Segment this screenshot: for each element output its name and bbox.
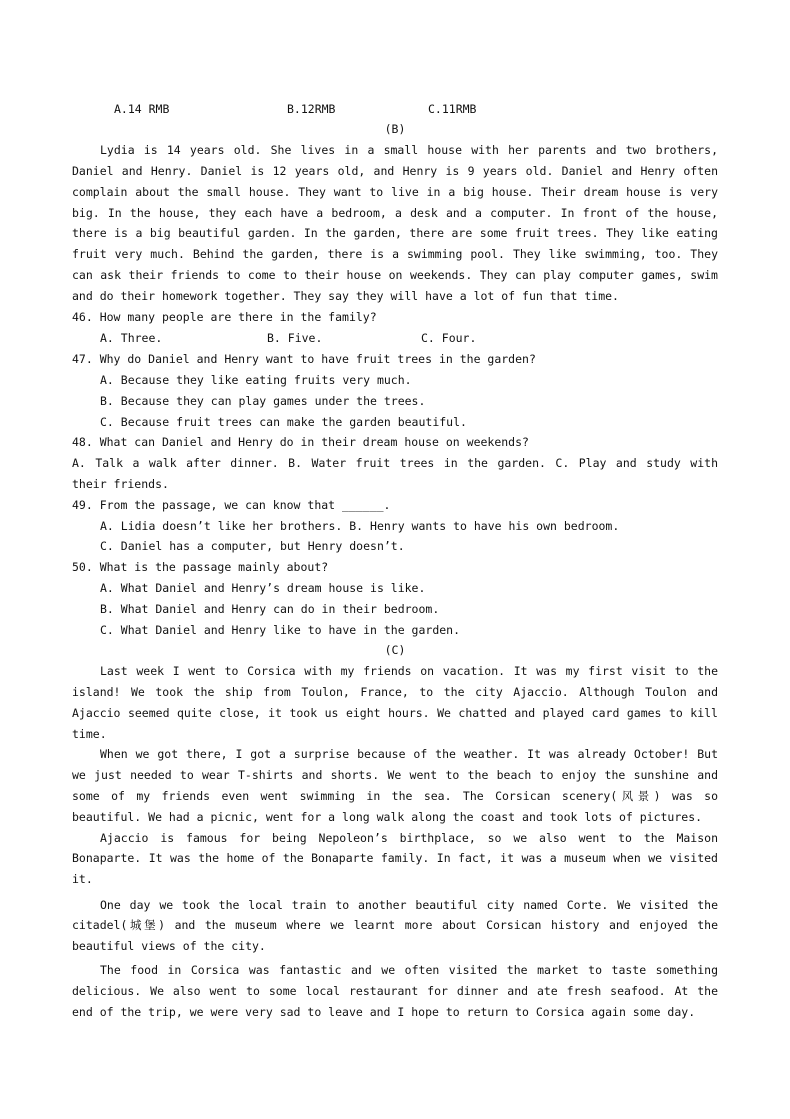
q50-stem: 50. What is the passage mainly about? bbox=[72, 560, 329, 574]
passage-b-line: there is a big beautiful garden. In the garden, there are some fruit trees. They like eating bbox=[72, 226, 718, 240]
q46-option-a: A. Three. bbox=[100, 331, 163, 345]
passage-c-p1-line: island! We took the ship from Toulon, France, to the city Ajaccio. Although Toulon and bbox=[72, 685, 718, 699]
q47-stem: 47. Why do Daniel and Henry want to have fruit trees in the garden? bbox=[72, 352, 536, 366]
passage-c-p5-line: The food in Corsica was fantastic and we often visited the market to taste something bbox=[100, 963, 718, 977]
q46-option-b: B. Five. bbox=[267, 331, 323, 345]
q45-option-b: B.12RMB bbox=[287, 102, 336, 116]
q48-options-cont: their friends. bbox=[72, 477, 169, 491]
passage-b-line: can ask their friends to come to their house on weekends. They can play computer games, swim bbox=[72, 268, 718, 282]
q49-stem: 49. From the passage, we can know that ______. bbox=[72, 498, 391, 512]
passage-c-p4-line: citadel(城堡) and the museum where we learnt more about Corsican history and enjoyed the bbox=[72, 918, 718, 932]
q48-options: A. Talk a walk after dinner. B. Water fruit trees in the garden. C. Play and study with bbox=[72, 456, 718, 470]
q45-option-a: A.14 RMB bbox=[114, 102, 170, 116]
passage-c-p2-line: we just needed to wear T-shirts and shorts. We went to the beach to enjoy the sunshine and bbox=[72, 768, 718, 782]
passage-b-line: complain about the small house. They want to live in a big house. Their dream house is very bbox=[72, 185, 718, 199]
passage-c-p2-line: When we got there, I got a surprise because of the weather. It was already October! But bbox=[100, 747, 718, 761]
passage-b-line: fruit very much. Behind the garden, there is a swimming pool. They like swimming, too. They bbox=[72, 247, 718, 261]
passage-c-p1-line: Ajaccio seemed quite close, it took us eight hours. We chatted and played card games to kill bbox=[72, 706, 718, 720]
q49-options: A. Lidia doesn’t like her brothers. B. Henry wants to have his own bedroom. bbox=[100, 519, 620, 533]
passage-c-p2-line: some of my friends even went swimming in the sea. The Corsican scenery(风景) was so bbox=[72, 789, 718, 803]
passage-c-p3-line: it. bbox=[72, 872, 93, 886]
passage-c-p3-line: Bonaparte. It was the home of the Bonaparte family. In fact, it was a museum when we visited bbox=[72, 851, 718, 865]
q47-option-a: A. Because they like eating fruits very much. bbox=[100, 373, 412, 387]
section-label-b: (B) bbox=[384, 122, 406, 136]
passage-c-p2-line: beautiful. We had a picnic, went for a long walk along the coast and took lots of pictures. bbox=[72, 810, 703, 824]
passage-c-p1-line: time. bbox=[72, 727, 107, 741]
passage-b-line: big. In the house, they each have a bedroom, a desk and a computer. In front of the house, bbox=[72, 206, 718, 220]
passage-b-line: Daniel and Henry. Daniel is 12 years old, and Henry is 9 years old. Daniel and Henry often bbox=[72, 164, 718, 178]
passage-c-p1-line: Last week I went to Corsica with my friends on vacation. It was my first visit to the bbox=[100, 664, 718, 678]
q47-option-b: B. Because they can play games under the trees. bbox=[100, 394, 426, 408]
q47-option-c: C. Because fruit trees can make the garden beautiful. bbox=[100, 415, 467, 429]
q49-option-c: C. Daniel has a computer, but Henry doesn’t. bbox=[100, 539, 405, 553]
section-label-c: (C) bbox=[384, 643, 406, 657]
q46-option-c: C. Four. bbox=[421, 331, 477, 345]
passage-c-p4-line: One day we took the local train to another beautiful city named Corte. We visited the bbox=[100, 898, 718, 912]
q50-option-b: B. What Daniel and Henry can do in their bedroom. bbox=[100, 602, 440, 616]
passage-c-p5-line: delicious. We also went to some local restaurant for dinner and ate fresh seafood. At the bbox=[72, 984, 718, 998]
q50-option-a: A. What Daniel and Henry’s dream house is like. bbox=[100, 581, 426, 595]
q50-option-c: C. What Daniel and Henry like to have in the garden. bbox=[100, 623, 461, 637]
q48-stem: 48. What can Daniel and Henry do in their dream house on weekends? bbox=[72, 435, 529, 449]
passage-c-p5-line: end of the trip, we were very sad to leave and I hope to return to Corsica again some day. bbox=[72, 1005, 696, 1019]
q45-option-c: C.11RMB bbox=[428, 102, 477, 116]
q46-stem: 46. How many people are there in the family? bbox=[72, 310, 377, 324]
passage-c-p4-line: beautiful views of the city. bbox=[72, 939, 266, 953]
passage-b-line: Lydia is 14 years old. She lives in a small house with her parents and two brothers, bbox=[100, 143, 718, 157]
passage-c-p3-line: Ajaccio is famous for being Nepoleon’s birthplace, so we also went to the Maison bbox=[100, 831, 718, 845]
passage-b-line: and do their homework together. They say they will have a lot of fun that time. bbox=[72, 289, 619, 303]
